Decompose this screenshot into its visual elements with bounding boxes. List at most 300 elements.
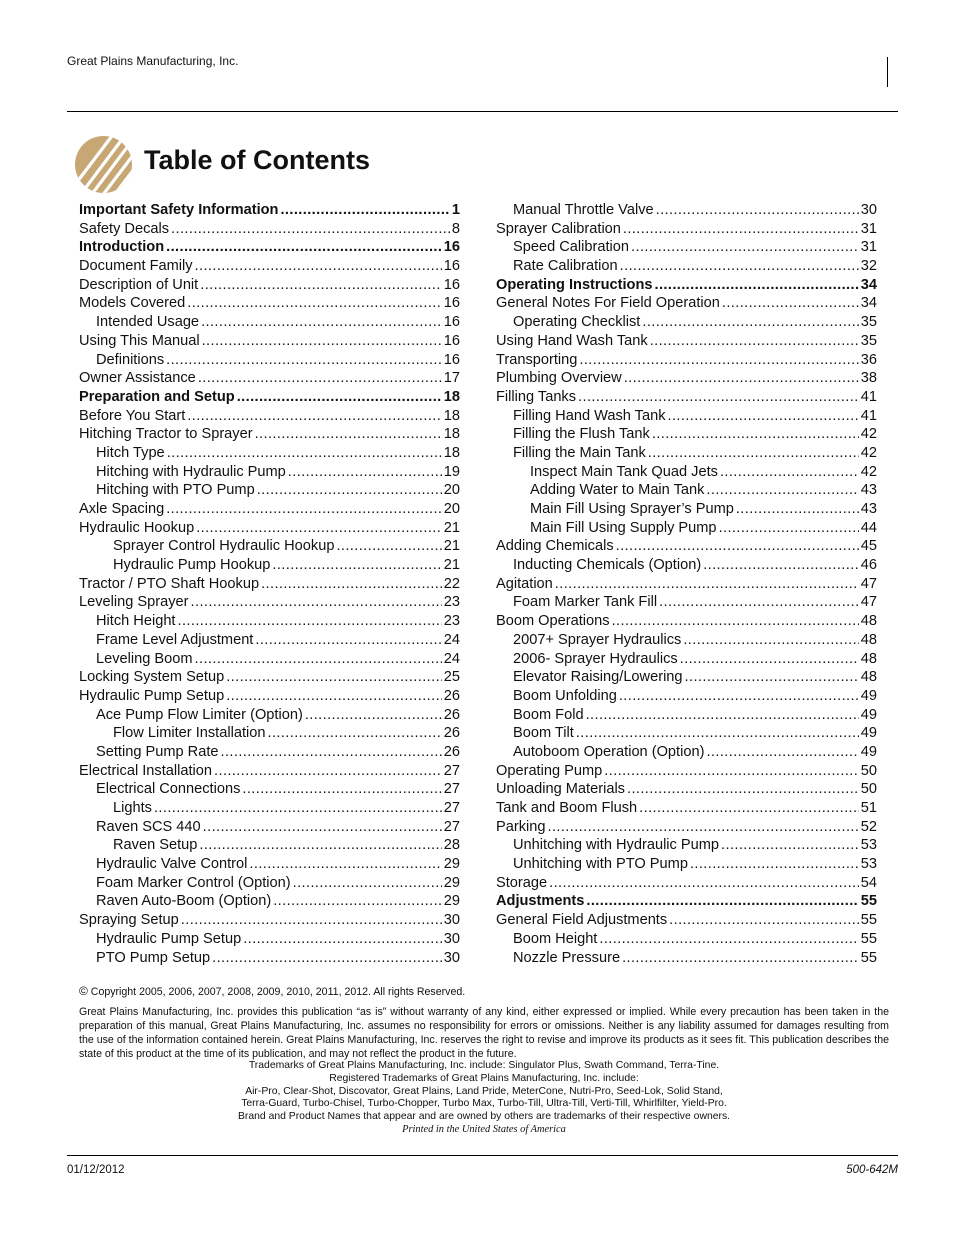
toc-entry-title: Nozzle Pressure bbox=[513, 949, 621, 966]
toc-entry-page: 55 bbox=[860, 912, 877, 929]
toc-entry-page: 32 bbox=[860, 258, 877, 275]
toc-leader-dots bbox=[685, 668, 859, 687]
toc-entry-page: 41 bbox=[860, 388, 877, 405]
toc-leader-dots bbox=[549, 874, 859, 893]
toc-entry-page: 43 bbox=[860, 482, 877, 499]
toc-entry-title: Using Hand Wash Tank bbox=[496, 332, 648, 349]
toc-leader-dots bbox=[249, 855, 441, 874]
toc-leader-dots bbox=[680, 650, 859, 669]
toc-entry-title: Operating Pump bbox=[496, 762, 603, 779]
toc-entry-page: 27 bbox=[443, 800, 460, 816]
toc-entry-title: Unhitching with PTO Pump bbox=[513, 856, 688, 873]
toc-leader-dots bbox=[586, 706, 859, 725]
toc-leader-dots bbox=[288, 463, 442, 482]
toc-leader-dots bbox=[722, 294, 859, 313]
toc-leader-dots bbox=[202, 332, 442, 351]
toc-entry-title: Adjustments bbox=[496, 893, 585, 910]
toc-entry-page: 45 bbox=[860, 538, 877, 555]
toc-entry-title: Models Covered bbox=[79, 295, 186, 312]
toc-entry-title: Inducting Chemicals (Option) bbox=[513, 557, 702, 574]
toc-entry[interactable] bbox=[496, 762, 877, 781]
toc-leader-dots bbox=[648, 444, 859, 463]
trademark-line: Registered Trademarks of Great Plains Manufacturing, Inc. include: bbox=[329, 1072, 639, 1084]
toc-leader-dots bbox=[226, 687, 442, 706]
toc-entry-page: 30 bbox=[443, 949, 460, 966]
toc-leader-dots bbox=[619, 687, 859, 706]
toc-entry-page: 18 bbox=[443, 444, 460, 461]
trademark-block bbox=[79, 1060, 889, 1137]
toc-entry-page: 34 bbox=[860, 295, 877, 312]
toc-entry-title: Before You Start bbox=[79, 407, 186, 424]
toc-entry-page: 22 bbox=[443, 575, 460, 592]
toc-entry-title: Inspect Main Tank Quad Jets bbox=[530, 463, 718, 480]
toc-entry-title: Filling Hand Wash Tank bbox=[513, 407, 666, 424]
toc-entry-page: 38 bbox=[860, 370, 877, 387]
toc-entry[interactable] bbox=[79, 650, 460, 669]
toc-entry-page: 17 bbox=[443, 370, 460, 387]
toc-leader-dots bbox=[620, 257, 859, 276]
toc-entry[interactable] bbox=[79, 369, 460, 388]
toc-entry[interactable] bbox=[79, 519, 460, 538]
toc-leader-dots bbox=[586, 892, 858, 911]
toc-entry[interactable] bbox=[79, 911, 460, 930]
toc-entry-title: Speed Calibration bbox=[513, 239, 630, 256]
toc-leader-dots bbox=[622, 949, 859, 968]
toc-leader-dots bbox=[272, 556, 441, 575]
toc-entry-page: 50 bbox=[860, 762, 877, 779]
toc-leader-dots bbox=[612, 612, 859, 631]
toc-entry[interactable] bbox=[79, 425, 460, 444]
toc-entry[interactable] bbox=[496, 444, 877, 463]
toc-leader-dots bbox=[181, 911, 442, 930]
toc-entry-title: Rate Calibration bbox=[513, 258, 618, 275]
toc-entry[interactable] bbox=[79, 930, 460, 949]
toc-entry-title: Hitching with PTO Pump bbox=[96, 482, 255, 499]
toc-entry-title: Unhitching with Hydraulic Pump bbox=[513, 837, 720, 854]
toc-entry[interactable] bbox=[496, 687, 877, 706]
toc-entry-page: 49 bbox=[860, 743, 877, 760]
toc-entry-page: 42 bbox=[860, 463, 877, 480]
toc-entry-page: 19 bbox=[443, 463, 460, 480]
toc-leader-dots bbox=[167, 444, 442, 463]
toc-entry[interactable] bbox=[496, 855, 877, 874]
toc-entry-page: 30 bbox=[443, 912, 460, 929]
toc-leader-dots bbox=[579, 351, 858, 370]
toc-entry-title: Raven SCS 440 bbox=[96, 818, 201, 835]
toc-leader-dots bbox=[212, 949, 442, 968]
toc-leader-dots bbox=[257, 481, 442, 500]
toc-entry-title: Description of Unit bbox=[79, 276, 199, 293]
toc-entry-page: 49 bbox=[860, 706, 877, 723]
copyright-text: Copyright 2005, 2006, 2007, 2008, 2009, 2010, 2011, 2012. All rights Reserved. bbox=[87, 986, 466, 998]
toc-leader-dots bbox=[652, 425, 859, 444]
toc-entry-page: 26 bbox=[443, 743, 460, 760]
toc-leader-dots bbox=[255, 631, 441, 650]
toc-leader-dots bbox=[719, 519, 859, 538]
toc-entry-page: 42 bbox=[860, 444, 877, 461]
toc-entry-title: Frame Level Adjustment bbox=[96, 631, 254, 648]
toc-entry[interactable] bbox=[79, 631, 460, 650]
toc-entry-page: 48 bbox=[860, 631, 877, 648]
toc-entry-page: 48 bbox=[860, 650, 877, 667]
toc-entry[interactable] bbox=[496, 799, 877, 818]
toc-entry[interactable] bbox=[79, 668, 460, 687]
toc-leader-dots bbox=[669, 911, 859, 930]
toc-entry[interactable] bbox=[496, 537, 877, 556]
toc-entry-page: 24 bbox=[443, 631, 460, 648]
toc-entry[interactable] bbox=[496, 313, 877, 332]
toc-leader-dots bbox=[659, 593, 859, 612]
toc-entry-title: Raven Auto-Boom (Option) bbox=[96, 893, 272, 910]
toc-entry-page: 54 bbox=[860, 874, 877, 891]
toc-leader-dots bbox=[721, 836, 859, 855]
toc-entry-page: 30 bbox=[860, 202, 877, 218]
toc-leader-dots bbox=[690, 855, 859, 874]
toc-leader-dots bbox=[656, 201, 859, 220]
toc-entry[interactable] bbox=[79, 444, 460, 463]
toc-leader-dots bbox=[555, 575, 859, 594]
toc-leader-dots bbox=[631, 238, 859, 257]
toc-entry[interactable] bbox=[79, 780, 460, 799]
toc-entry[interactable] bbox=[496, 949, 877, 968]
toc-entry-page: 43 bbox=[860, 501, 877, 517]
toc-entry[interactable] bbox=[79, 818, 460, 837]
toc-entry[interactable] bbox=[79, 201, 460, 220]
toc-entry-page: 30 bbox=[443, 930, 460, 947]
toc-entry-title: Filling the Main Tank bbox=[513, 444, 646, 461]
toc-entry-page: 46 bbox=[860, 557, 877, 574]
toc-entry[interactable] bbox=[79, 537, 460, 556]
toc-entry-title: Foam Marker Control (Option) bbox=[96, 874, 291, 891]
toc-leader-dots bbox=[255, 425, 442, 444]
toc-entry-title: Owner Assistance bbox=[79, 370, 196, 387]
toc-leader-dots bbox=[221, 743, 442, 762]
toc-entry-title: 2006- Sprayer Hydraulics bbox=[513, 650, 678, 667]
toc-entry-page: 16 bbox=[443, 276, 460, 293]
toc-entry-title: Spraying Setup bbox=[79, 912, 179, 929]
toc-entry[interactable] bbox=[496, 500, 877, 519]
toc-entry-title: Hydraulic Pump Setup bbox=[96, 930, 242, 947]
toc-entry[interactable] bbox=[496, 407, 877, 426]
toc-entry-page: 41 bbox=[860, 407, 877, 424]
toc-entry-title: Sprayer Control Hydraulic Hookup bbox=[113, 538, 335, 555]
toc-entry[interactable] bbox=[79, 313, 460, 332]
toc-leader-dots bbox=[668, 407, 859, 426]
toc-entry-title: Preparation and Setup bbox=[79, 388, 235, 405]
toc-leader-dots bbox=[201, 313, 442, 332]
toc-leader-dots bbox=[623, 220, 859, 239]
toc-entry-title: Using This Manual bbox=[79, 332, 200, 349]
toc-entry-title: Safety Decals bbox=[79, 220, 170, 237]
toc-leader-dots bbox=[273, 892, 442, 911]
toc-leader-dots bbox=[214, 762, 442, 781]
toc-entry-title: Locking System Setup bbox=[79, 669, 225, 686]
toc-entry-title: Lights bbox=[113, 800, 152, 816]
toc-entry[interactable] bbox=[79, 874, 460, 893]
toc-entry-title: Intended Usage bbox=[96, 314, 200, 331]
toc-entry-title: General Notes For Field Operation bbox=[496, 295, 720, 312]
toc-entry[interactable] bbox=[496, 369, 877, 388]
toc-entry-title: Introduction bbox=[79, 239, 165, 256]
footer-rule bbox=[67, 1155, 898, 1156]
toc-entry[interactable] bbox=[496, 463, 877, 482]
toc-entry[interactable] bbox=[496, 220, 877, 239]
toc-entry[interactable] bbox=[496, 668, 877, 687]
toc-entry-page: 24 bbox=[443, 650, 460, 667]
toc-entry-title: Raven Setup bbox=[113, 837, 198, 854]
toc-entry[interactable] bbox=[496, 874, 877, 893]
header-company: Great Plains Manufacturing, Inc. bbox=[67, 54, 239, 68]
toc-leader-dots bbox=[683, 631, 858, 650]
toc-leader-dots bbox=[703, 556, 859, 575]
toc-entry[interactable] bbox=[496, 425, 877, 444]
toc-leader-dots bbox=[187, 294, 442, 313]
toc-entry-page: 16 bbox=[443, 239, 460, 256]
trademark-line: Terra-Guard, Turbo-Chisel, Turbo-Chopper, Turbo Max, Turbo-Till, Ultra-Till, Verti-Till, Whirlfilter, Yield-Pro. bbox=[241, 1098, 727, 1110]
trademark-line: Brand and Product Names that appear and are owned by others are trademarks of their respective owners. bbox=[237, 1111, 731, 1123]
trademark-line: Air-Pro, Clear-Shot, Discovator, Great Plains, Land Pride, MeterCone, Nutri-Pro, Seed-Lok, Solid Stand, bbox=[245, 1085, 723, 1097]
toc-entry[interactable] bbox=[496, 201, 877, 220]
toc-leader-dots bbox=[242, 780, 441, 799]
toc-leader-dots bbox=[195, 257, 442, 276]
toc-entry-title: Filling Tanks bbox=[496, 388, 577, 405]
toc-entry[interactable] bbox=[496, 631, 877, 650]
toc-entry[interactable] bbox=[79, 855, 460, 874]
toc-leader-dots bbox=[627, 780, 859, 799]
toc-entry-page: 23 bbox=[443, 613, 460, 630]
printed-in-notice: Printed in the United States of America bbox=[402, 1123, 566, 1135]
toc-entry-title: Tank and Boom Flush bbox=[496, 800, 638, 816]
toc-entry-page: 53 bbox=[860, 837, 877, 854]
toc-entry-title: Document Family bbox=[79, 258, 193, 275]
toc-entry[interactable] bbox=[496, 930, 877, 949]
toc-leader-dots bbox=[706, 743, 858, 762]
disclaimer-text: Great Plains Manufacturing, Inc. provides this publication “as is” without warranty of any kind, either expressed or implied. While every precaution has been taken in the preparation of this manual, Great Plains Manufacturing, Inc. assumes no responsibility for errors or omissions. Neither is any liability assumed for damages resulting from the use of the information contained herein. Great Plains Manufacturing, Inc. reserves the right to revise and improve its products as it sees fit. This publication describes the state of this product at the time of its publication, and may not reflect the product in the future. bbox=[79, 1006, 889, 1060]
toc-leader-dots bbox=[203, 818, 442, 837]
toc-entry[interactable] bbox=[79, 388, 460, 407]
toc-entry-title: Hydraulic Pump Hookup bbox=[113, 557, 271, 574]
toc-entry-page: 55 bbox=[860, 930, 877, 947]
toc-entry-title: Plumbing Overview bbox=[496, 370, 622, 387]
toc-entry-title: Main Fill Using Sprayer’s Pump bbox=[530, 501, 734, 517]
page-title: Table of Contents bbox=[144, 145, 370, 175]
copyright-symbol: © bbox=[79, 984, 88, 998]
toc-entry-title: Storage bbox=[496, 874, 548, 891]
toc-entry-page: 47 bbox=[860, 594, 877, 611]
toc-entry[interactable] bbox=[496, 519, 877, 538]
toc-entry[interactable] bbox=[79, 500, 460, 519]
toc-entry[interactable] bbox=[79, 762, 460, 781]
toc-entry-title: Tractor / PTO Shaft Hookup bbox=[79, 575, 260, 592]
toc-entry[interactable] bbox=[79, 949, 460, 968]
toc-leader-dots bbox=[261, 575, 442, 594]
toc-leader-dots bbox=[195, 650, 442, 669]
toc-entry[interactable] bbox=[496, 276, 877, 295]
toc-entry-page: 35 bbox=[860, 332, 877, 349]
toc-entry-page: 16 bbox=[443, 351, 460, 368]
toc-entry[interactable] bbox=[496, 238, 877, 257]
toc-leader-dots bbox=[166, 351, 442, 370]
toc-entry[interactable] bbox=[496, 556, 877, 575]
toc-entry-title: Operating Checklist bbox=[513, 314, 641, 331]
toc-entry-page: 27 bbox=[443, 818, 460, 835]
toc-entry[interactable] bbox=[79, 612, 460, 631]
toc-leader-dots bbox=[171, 220, 450, 239]
toc-entry-title: Leveling Sprayer bbox=[79, 594, 189, 611]
toc-entry[interactable] bbox=[79, 593, 460, 612]
toc-leader-dots bbox=[547, 818, 858, 837]
toc-leader-dots bbox=[706, 481, 858, 500]
toc-entry-page: 35 bbox=[860, 314, 877, 331]
toc-entry[interactable] bbox=[79, 481, 460, 500]
toc-entry[interactable] bbox=[79, 332, 460, 351]
toc-entry-title: Adding Water to Main Tank bbox=[530, 482, 705, 499]
toc-entry-title: Boom Fold bbox=[513, 706, 584, 723]
toc-entry[interactable] bbox=[496, 612, 877, 631]
toc-entry[interactable] bbox=[79, 556, 460, 575]
toc-entry-page: 42 bbox=[860, 426, 877, 443]
toc-entry[interactable] bbox=[79, 257, 460, 276]
toc-entry-title: Leveling Boom bbox=[96, 650, 193, 667]
toc-entry[interactable] bbox=[79, 294, 460, 313]
toc-entry-page: 29 bbox=[443, 893, 460, 910]
toc-entry-title: Ace Pump Flow Limiter (Option) bbox=[96, 706, 303, 723]
toc-entry-page: 26 bbox=[443, 706, 460, 723]
toc-entry-title: PTO Pump Setup bbox=[96, 949, 211, 966]
toc-entry-title: Sprayer Calibration bbox=[496, 220, 621, 237]
toc-entry[interactable] bbox=[496, 706, 877, 725]
toc-entry[interactable] bbox=[79, 238, 460, 257]
toc-entry-title: Hitching Tractor to Sprayer bbox=[79, 426, 253, 443]
toc-entry[interactable] bbox=[496, 481, 877, 500]
toc-leader-dots bbox=[305, 706, 442, 725]
toc-leader-dots bbox=[267, 724, 441, 743]
toc-leader-dots bbox=[293, 874, 442, 893]
toc-entry-page: 47 bbox=[860, 575, 877, 592]
toc-leader-dots bbox=[166, 238, 442, 257]
toc-left-column bbox=[79, 201, 460, 967]
toc-entry-title: Hydraulic Valve Control bbox=[96, 856, 248, 873]
toc-leader-dots bbox=[198, 369, 442, 388]
toc-entry-page: 29 bbox=[443, 856, 460, 873]
toc-entry-page: 52 bbox=[860, 818, 877, 835]
toc-entry-page: 26 bbox=[443, 725, 460, 742]
toc-leader-dots bbox=[624, 369, 859, 388]
toc-entry-page: 48 bbox=[860, 669, 877, 686]
toc-entry-page: 49 bbox=[860, 725, 877, 742]
toc-entry-page: 20 bbox=[443, 501, 460, 517]
toc-entry-title: Adding Chemicals bbox=[496, 538, 614, 555]
header-divider bbox=[887, 57, 888, 87]
toc-entry-title: Transporting bbox=[496, 351, 578, 368]
toc-entry[interactable] bbox=[79, 407, 460, 426]
toc-entry[interactable] bbox=[79, 575, 460, 594]
toc-entry-title: Autoboom Operation (Option) bbox=[513, 743, 705, 760]
toc-entry[interactable] bbox=[496, 818, 877, 837]
toc-entry[interactable] bbox=[79, 836, 460, 855]
toc-entry-title: Electrical Installation bbox=[79, 762, 213, 779]
toc-leader-dots bbox=[191, 593, 442, 612]
toc-entry[interactable] bbox=[496, 332, 877, 351]
toc-leader-dots bbox=[639, 799, 859, 818]
toc-entry[interactable] bbox=[79, 892, 460, 911]
toc-entry[interactable] bbox=[79, 276, 460, 295]
toc-entry[interactable] bbox=[79, 799, 460, 818]
toc-entry-title: Parking bbox=[496, 818, 546, 835]
toc-entry-title: Hydraulic Hookup bbox=[79, 519, 195, 536]
toc-entry-title: Hitch Height bbox=[96, 613, 176, 630]
toc-leader-dots bbox=[187, 407, 441, 426]
toc-entry[interactable] bbox=[496, 257, 877, 276]
toc-entry-page: 20 bbox=[443, 482, 460, 499]
toc-entry-title: Boom Operations bbox=[496, 613, 610, 630]
toc-entry-page: 18 bbox=[443, 388, 460, 405]
toc-leader-dots bbox=[736, 500, 859, 519]
toc-entry[interactable] bbox=[79, 743, 460, 762]
toc-entry[interactable] bbox=[496, 780, 877, 799]
toc-leader-dots bbox=[616, 537, 859, 556]
toc-leader-dots bbox=[650, 332, 859, 351]
toc-entry[interactable] bbox=[496, 892, 877, 911]
toc-entry-title: Boom Tilt bbox=[513, 725, 574, 742]
toc-entry[interactable] bbox=[79, 687, 460, 706]
toc-entry[interactable] bbox=[79, 463, 460, 482]
toc-entry-page: 53 bbox=[860, 856, 877, 873]
toc-entry[interactable] bbox=[496, 836, 877, 855]
toc-entry-title: Important Safety Information bbox=[79, 202, 279, 218]
toc-entry-title: Electrical Connections bbox=[96, 781, 241, 798]
toc-entry-title: Hitch Type bbox=[96, 444, 165, 461]
toc-entry[interactable] bbox=[79, 706, 460, 725]
toc-entry-page: 31 bbox=[860, 239, 877, 256]
toc-right-column bbox=[496, 201, 877, 967]
toc-leader-dots bbox=[280, 201, 449, 220]
toc-entry-title: Elevator Raising/Lowering bbox=[513, 669, 683, 686]
toc-leader-dots bbox=[154, 799, 442, 818]
header-rule bbox=[67, 111, 898, 112]
toc-entry-page: 31 bbox=[860, 220, 877, 237]
toc-entry-page: 21 bbox=[443, 519, 460, 536]
toc-entry-page: 18 bbox=[443, 407, 460, 424]
toc-entry[interactable] bbox=[496, 351, 877, 370]
toc-entry-title: Manual Throttle Valve bbox=[513, 202, 654, 218]
toc-entry-page: 21 bbox=[443, 557, 460, 574]
toc-entry-title: Operating Instructions bbox=[496, 276, 653, 293]
toc-entry-page: 8 bbox=[451, 220, 460, 237]
toc-entry[interactable] bbox=[496, 911, 877, 930]
toc-entry[interactable] bbox=[496, 650, 877, 669]
toc-entry[interactable] bbox=[496, 388, 877, 407]
toc-entry[interactable] bbox=[496, 593, 877, 612]
toc-entry[interactable] bbox=[79, 351, 460, 370]
toc-entry-page: 36 bbox=[860, 351, 877, 368]
toc-entry[interactable] bbox=[79, 724, 460, 743]
toc-entry[interactable] bbox=[79, 220, 460, 239]
toc-entry-title: Foam Marker Tank Fill bbox=[513, 594, 658, 611]
company-logo-icon bbox=[75, 136, 132, 193]
toc-entry[interactable] bbox=[496, 575, 877, 594]
toc-entry[interactable] bbox=[496, 294, 877, 313]
toc-entry-title: Hydraulic Pump Setup bbox=[79, 687, 225, 704]
toc-entry-page: 16 bbox=[443, 332, 460, 349]
toc-leader-dots bbox=[243, 930, 442, 949]
toc-entry-title: Boom Height bbox=[513, 930, 598, 947]
toc-leader-dots bbox=[336, 537, 441, 556]
toc-entry-title: Unloading Materials bbox=[496, 781, 625, 798]
toc-entry[interactable] bbox=[496, 724, 877, 743]
toc-entry[interactable] bbox=[496, 743, 877, 762]
toc-leader-dots bbox=[178, 612, 442, 631]
